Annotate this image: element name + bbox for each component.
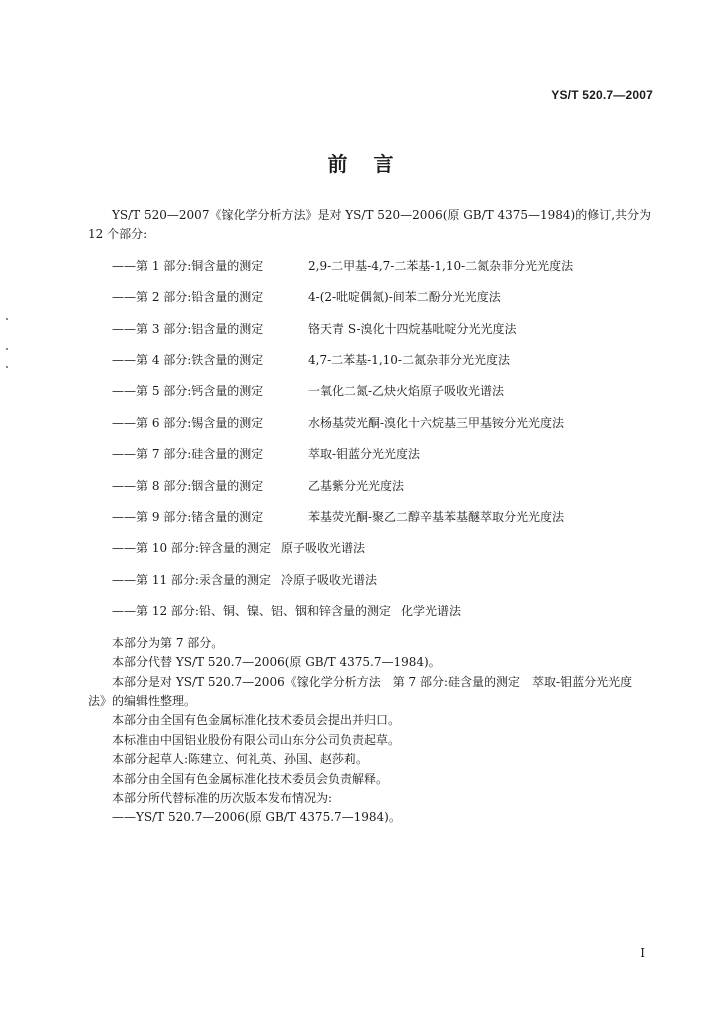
this-part-paragraph: 本部分为第 7 部分。 bbox=[112, 635, 224, 650]
page-title: 前言 bbox=[327, 152, 420, 176]
list-item bbox=[88, 602, 660, 621]
part-method: 铬天青 S-溴化十四烷基吡啶分光光度法 bbox=[308, 321, 517, 336]
part-label: ——第 3 部分:铝含量的测定 bbox=[112, 321, 264, 336]
part-label: ——第 9 部分:锗含量的测定 bbox=[112, 510, 264, 525]
part-method: 萃取-钼蓝分光光度法 bbox=[308, 447, 421, 462]
intro-line-1: YS/T 520—2007《镓化学分析方法》是对 YS/T 520—2006(原 GB/T 4375—1984)的修订,共分为 bbox=[112, 208, 652, 222]
part-method: 原子吸收光谱法 bbox=[280, 541, 365, 556]
part-method: 乙基紫分光光度法 bbox=[308, 478, 405, 493]
part-label: ——第 1 部分:铜含量的测定 bbox=[112, 258, 264, 273]
interpreted-paragraph: 本部分由全国有色金属标准化技术委员会负责解释。 bbox=[112, 771, 389, 786]
scan-mark bbox=[6, 318, 8, 320]
part-method: 2,9-二甲基-4,7-二苯基-1,10-二氮杂菲分光光度法 bbox=[308, 258, 574, 273]
part-label: ——第 2 部分:铅含量的测定 bbox=[112, 290, 264, 305]
part-method: 苯基荧光酮-聚乙二醇辛基苯基醚萃取分光光度法 bbox=[308, 510, 565, 525]
part-label: ——第 7 部分:硅含量的测定 bbox=[112, 447, 264, 462]
page-number: I bbox=[640, 946, 645, 960]
part-label: ——第 12 部分:铅、铜、镍、铝、铟和锌含量的测定 bbox=[112, 604, 391, 619]
list-item bbox=[88, 414, 660, 433]
part-label: ——第 4 部分:铁含量的测定 bbox=[112, 353, 264, 368]
part-label: ——第 5 部分:钙含量的测定 bbox=[112, 384, 264, 399]
part-method: 4-(2-吡啶偶氮)-间苯二酚分光光度法 bbox=[308, 290, 501, 305]
part-method: 冷原子吸收光谱法 bbox=[280, 572, 377, 587]
list-item bbox=[88, 508, 660, 527]
parts-list bbox=[88, 257, 660, 622]
foreword-body bbox=[88, 206, 660, 828]
proposed-paragraph: 本部分由全国有色金属标准化技术委员会提出并归口。 bbox=[112, 713, 401, 728]
history-item: ——YS/T 520.7—2006(原 GB/T 4375.7—1984)。 bbox=[112, 810, 401, 825]
list-item bbox=[88, 539, 660, 558]
list-item bbox=[88, 477, 660, 496]
part-method: 一氧化二氮-乙炔火焰原子吸收光谱法 bbox=[308, 384, 505, 399]
part-method: 4,7-二苯基-1,10-二氮杂菲分光光度法 bbox=[308, 353, 510, 368]
drafted-by-paragraph: 本标准由中国铝业股份有限公司山东分公司负责起草。 bbox=[112, 732, 401, 747]
list-item bbox=[88, 320, 660, 339]
history-intro-paragraph: 本部分所代替标准的历次版本发布情况为: bbox=[112, 790, 333, 805]
intro-line-2: 12 个部分: bbox=[88, 227, 148, 242]
scan-mark bbox=[6, 366, 8, 368]
part-method: 水杨基荧光酮-溴化十六烷基三甲基铵分光光度法 bbox=[308, 415, 565, 430]
list-item bbox=[88, 382, 660, 401]
part-label: ——第 10 部分:锌含量的测定 bbox=[112, 541, 271, 556]
revision-line-1: 本部分是对 YS/T 520.7—2006《镓化学分析方法 第 7 部分:硅含量的测定 萃取-钼蓝分光光度 bbox=[112, 674, 633, 689]
list-item bbox=[88, 288, 660, 307]
standard-code: YS/T 520.7—2007 bbox=[551, 88, 653, 102]
part-label: ——第 11 部分:汞含量的测定 bbox=[112, 572, 271, 587]
replaces-paragraph: 本部分代替 YS/T 520.7—2006(原 GB/T 4375.7—1984)。 bbox=[112, 655, 441, 670]
part-label: ——第 6 部分:锡含量的测定 bbox=[112, 415, 264, 430]
scan-mark bbox=[6, 348, 8, 350]
revision-line-2: 法》的编辑性整理。 bbox=[88, 693, 197, 708]
list-item bbox=[88, 445, 660, 464]
drafters-paragraph: 本部分起草人:陈建立、何礼英、孙国、赵莎莉。 bbox=[112, 752, 369, 767]
list-item bbox=[88, 257, 660, 276]
list-item bbox=[88, 351, 660, 370]
part-method: 化学光谱法 bbox=[400, 604, 461, 619]
list-item bbox=[88, 571, 660, 590]
part-label: ——第 8 部分:铟含量的测定 bbox=[112, 478, 264, 493]
